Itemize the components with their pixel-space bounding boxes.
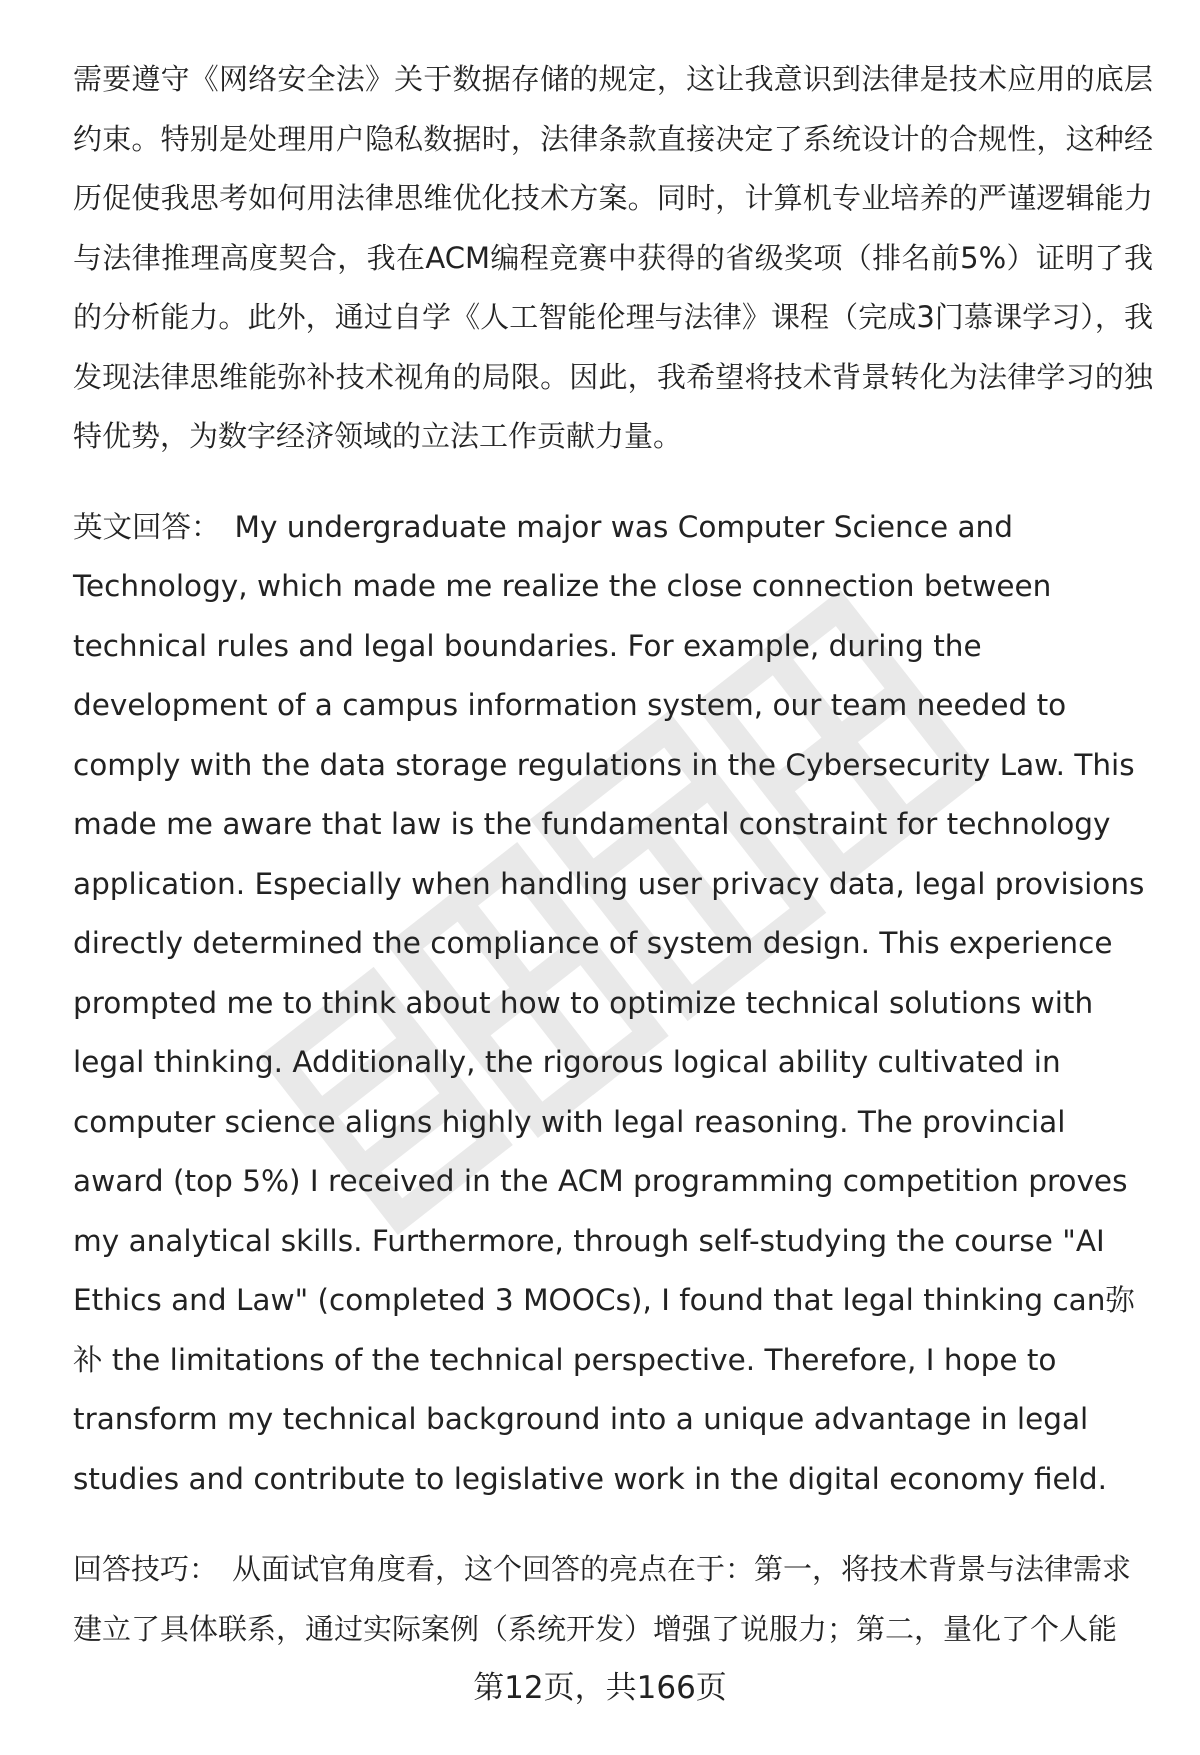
answer-tips-label: 回答技巧： bbox=[73, 1552, 219, 1586]
paragraph-gap bbox=[73, 1509, 1153, 1540]
paragraph-gap bbox=[73, 467, 1153, 498]
english-answer-text: My undergraduate major was Computer Science and Technology, which made me realize the close connection between technical rules and legal boundaries. For example, during the development of a campus information system, our team needed to comply with the data storage regulations in the Cybersecurity Law. This made me aware that law is the fundamental constraint for technology application. Especially when handling user privacy data, legal provisions directly determined the compliance of system design. This experience prompted me to think about how to optimize technical solutions with legal thinking. Additionally, the rigorous logical ability cultivated in computer science aligns highly with legal reasoning. The provincial award (top 5%) I received in the ACM programming competition proves my analytical skills. Furthermore, through self-studying the course "AI Ethics and Law" (completed 3 MOOCs), I found that legal thinking can弥补 the limitations of the technical perspective. Therefore, I hope to transform my technical background into a unique advantage in legal studies and contribute to legislative work in the digital economy field. bbox=[73, 509, 1145, 1496]
chinese-answer-continuation: 需要遵守《网络安全法》关于数据存储的规定，这让我意识到法律是技术应用的底层约束。特别是处理用户隐私数据时，法律条款直接决定了系统设计的合规性，这种经历促使我思考如何用法律思维优化技术方案。同时，计算机专业培养的严谨逻辑能力与法律推理高度契合，我在ACM编程竞赛中获得的省级奖项（排名前5%）证明了我的分析能力。此外，通过自学《人工智能伦理与法律》课程（完成3门慕课学习），我发现法律思维能弥补技术视角的局限。因此，我希望将技术背景转化为法律学习的独特优势，为数字经济领域的立法工作贡献力量。 bbox=[73, 62, 1153, 453]
english-answer-label: 英文回答： bbox=[73, 509, 221, 544]
english-answer-paragraph bbox=[73, 498, 1153, 1510]
page-number-footer: 第12页，共166页 bbox=[473, 1670, 727, 1706]
answer-tips-text: 从面试官角度看，这个回答的亮点在于：第一，将技术背景与法律需求建立了具体联系，通过实际案例（系统开发）增强了说服力；第二，量化了个人能 bbox=[73, 1552, 1132, 1646]
document-body bbox=[73, 50, 1153, 1659]
answer-tips-paragraph bbox=[73, 1540, 1153, 1659]
